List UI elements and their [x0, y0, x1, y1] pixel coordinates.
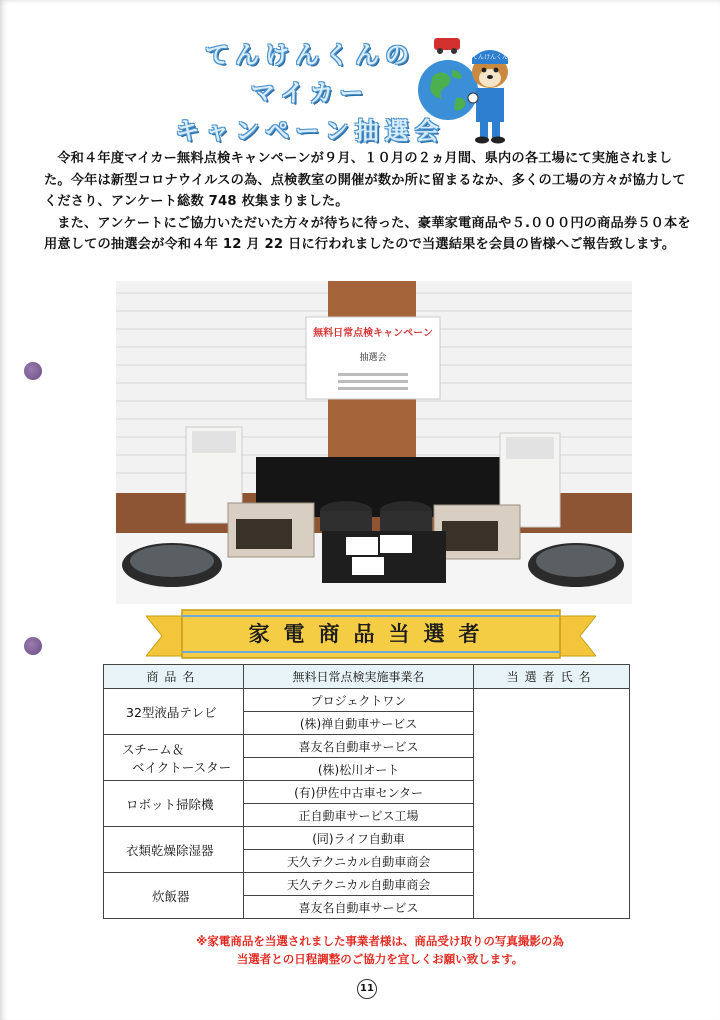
business-cell: 天久テクニカル自動車商会 — [243, 873, 474, 896]
winner-cell — [474, 873, 630, 896]
header-winner: 当選者氏名 — [474, 665, 630, 689]
winner-cell — [474, 689, 630, 712]
winner-cell — [474, 781, 630, 804]
winner-cell — [474, 758, 630, 781]
car-icon — [434, 38, 460, 50]
product-line-1: スチーム＆ — [122, 741, 185, 757]
title-line-2: マイカー — [250, 79, 370, 107]
product-cell: 炊飯器 — [104, 873, 244, 919]
intro-paragraph-2: また、アンケートにご協力いただいた方々が待ちに待った、豪華家電商品や５.０００円の商品券５０本を用意しての抽選会が令和４年 12 月 22 日に行われましたので当選結果を会員の皆様へご報告致します。 — [44, 215, 691, 252]
banner-title: 家電商品当選者 — [248, 622, 494, 646]
product-line-2: ベイクトースター — [132, 759, 232, 775]
title-line-3: キャンペーン抽選会 — [175, 117, 445, 145]
punch-hole-top — [24, 362, 42, 380]
table-row — [104, 735, 630, 758]
mascot-illustration — [410, 32, 520, 150]
sign-subtitle: 抽選会 — [359, 353, 387, 363]
footnote-line-1: ※家電商品を当選されました事業者様は、商品受け取りの写真撮影の為 — [196, 934, 564, 948]
table-row — [104, 689, 630, 712]
business-cell: プロジェクトワン — [243, 689, 474, 712]
header-product: 商品名 — [104, 665, 244, 689]
business-cell: 天久テクニカル自動車商会 — [243, 850, 474, 873]
product-cell: ロボット掃除機 — [104, 781, 244, 827]
winner-cell — [474, 850, 630, 873]
prize-photo-illustration — [116, 281, 632, 604]
page-number: 11 — [357, 979, 377, 999]
business-cell: (有)伊佐中古車センター — [243, 781, 474, 804]
footnote — [150, 932, 610, 968]
punch-hole-bottom — [24, 637, 42, 655]
intro-paragraph-1: 令和４年度マイカー無料点検キャンペーンが９月、１０月の２ヵ月間、県内の各工場にて実施されました。今年は新型コロナウイルスの為、点検教室の開催が数か所に留まるなか、多くの工場の方々が協力してくださり、アンケート総数 748 枚集まりました。 — [44, 151, 686, 209]
business-cell: 正自動車サービス工場 — [243, 804, 474, 827]
winner-cell — [474, 896, 630, 919]
table-header-row — [104, 665, 630, 689]
svg-text:てんけんくん: てんけんくん — [471, 54, 509, 61]
title-line-1: てんけんくんの — [205, 41, 415, 69]
prize-photo — [116, 281, 632, 604]
winner-cell — [474, 712, 630, 735]
sign-title: 無料日常点検キャンペーン — [313, 328, 433, 339]
header-business: 無料日常点検実施事業名 — [243, 665, 474, 689]
intro-text — [44, 148, 694, 256]
product-cell — [104, 735, 244, 781]
globe-icon — [418, 60, 478, 120]
winners-table — [103, 664, 630, 919]
product-cell: 32型液晶テレビ — [104, 689, 244, 735]
table-row — [104, 781, 630, 804]
table-row — [104, 827, 630, 850]
business-cell: (同)ライフ自動車 — [243, 827, 474, 850]
table-row — [104, 873, 630, 896]
winner-cell — [474, 735, 630, 758]
business-cell: 喜友名自動車サービス — [243, 735, 474, 758]
footnote-line-2: 当選者との日程調整のご協力を宜しくお願い致します。 — [236, 952, 524, 966]
winner-cell — [474, 827, 630, 850]
product-cell: 衣類乾燥除湿器 — [104, 827, 244, 873]
business-cell: (株)松川オート — [243, 758, 474, 781]
winner-cell — [474, 804, 630, 827]
business-cell: 喜友名自動車サービス — [243, 896, 474, 919]
business-cell: (株)禅自動車サービス — [243, 712, 474, 735]
